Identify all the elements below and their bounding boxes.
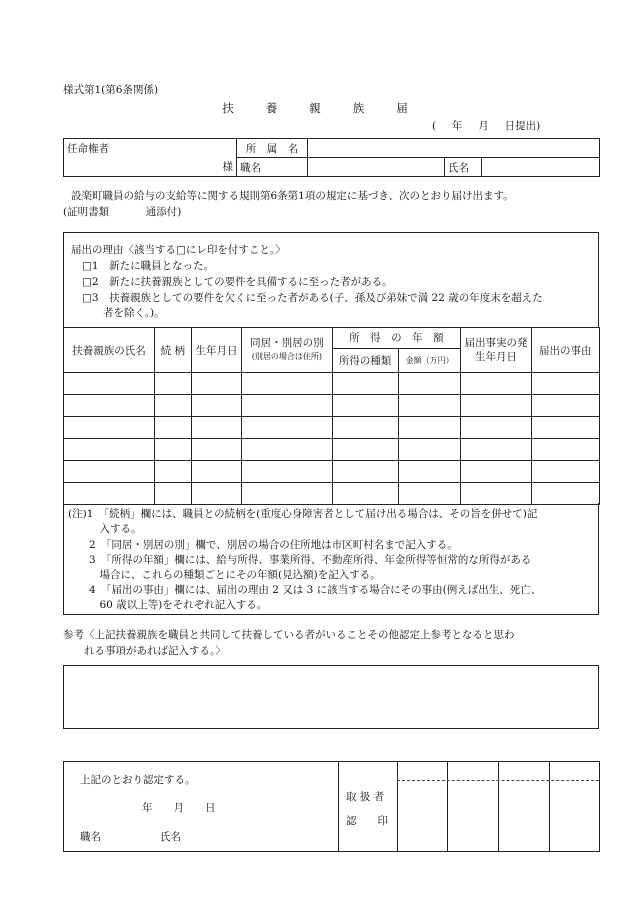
evidence-value: 通添付): [145, 206, 182, 218]
title-char: 扶: [222, 101, 234, 115]
cell[interactable]: [155, 483, 192, 505]
reference-line: れる事項があれば記入する。〉: [63, 645, 226, 657]
appointer-label: 任命権者: [64, 139, 237, 158]
table-row: [64, 373, 600, 395]
reason-box: [63, 232, 599, 328]
cell[interactable]: [242, 395, 332, 417]
table-row: [64, 483, 600, 505]
seal-label: 認 印: [346, 815, 388, 827]
col-fact-date: 届出事実の発生年月日: [461, 328, 531, 373]
title-char: 届: [396, 101, 408, 115]
cell[interactable]: [191, 373, 242, 395]
col-reason: 届出の事由: [531, 328, 599, 373]
cell[interactable]: [332, 483, 398, 505]
cell[interactable]: [64, 373, 155, 395]
col-birth: 生年月日: [191, 328, 242, 373]
name-label: 氏名: [445, 158, 482, 177]
cert-date: 年 月 日: [142, 802, 216, 814]
affiliation-field[interactable]: [308, 139, 600, 158]
cell[interactable]: [461, 395, 531, 417]
note-line: 60 歳以上等)をそれぞれ記入する。: [68, 599, 268, 611]
form-number: 様式第1(第6条関係): [63, 84, 159, 96]
cell[interactable]: [64, 483, 155, 505]
dependents-table: [63, 327, 600, 505]
position-field[interactable]: [308, 158, 445, 177]
cell[interactable]: [191, 417, 242, 439]
cell[interactable]: [191, 461, 242, 483]
cell[interactable]: [398, 461, 460, 483]
cell[interactable]: [191, 439, 242, 461]
seal-divider: [397, 780, 599, 781]
applicant-table: [63, 138, 600, 177]
cell[interactable]: [398, 439, 460, 461]
cell[interactable]: [64, 461, 155, 483]
cell[interactable]: [64, 395, 155, 417]
cell[interactable]: [398, 373, 460, 395]
col-income: 所 得 の 年 額: [332, 328, 461, 349]
cell[interactable]: [531, 417, 599, 439]
note-line: 3 「所得の年額」欄には、給与所得、事業所得、不動産所得、年金所得等恒常的な所得がある: [68, 554, 532, 566]
cell[interactable]: [531, 483, 599, 505]
cell[interactable]: [242, 439, 332, 461]
col-income-amount: 金額（万円）: [398, 348, 460, 372]
cell[interactable]: [332, 373, 398, 395]
cell[interactable]: [398, 417, 460, 439]
col-income-type: 所得の種類: [332, 348, 398, 372]
notes-box: [63, 503, 599, 615]
cell[interactable]: [242, 417, 332, 439]
residence-note: (別居の場合は住所): [251, 352, 323, 361]
cell[interactable]: [531, 395, 599, 417]
note-line: (注)1 「続柄」欄には、職員との続柄を(重度心身障害者として届け出る場合は、その旨を併せて)記: [68, 508, 538, 520]
note-line: 2 「同居・別居の別」欄で、別居の場合の住所地は市区町村名まで記入する。: [68, 539, 458, 551]
cell[interactable]: [531, 439, 599, 461]
cell[interactable]: [155, 373, 192, 395]
cell[interactable]: [398, 483, 460, 505]
intro-block: [63, 188, 603, 220]
cell[interactable]: [155, 417, 192, 439]
reason-option-3[interactable]: □3 扶養親族としての要件を欠くに至った者がある(子、孫及び弟妹で満 22 歳の年度末を超えた: [82, 292, 543, 304]
residence-heading: 同居・別居の別: [250, 337, 324, 349]
note-line: 4 「届出の事由」欄には、届出の理由 2 又は 3 に該当する場合にその事由(例えば出生、死亡、: [68, 584, 542, 596]
evidence-label: (証明書類: [63, 206, 110, 218]
cert-name-label: 氏名: [160, 831, 181, 843]
evidence-line: [63, 204, 603, 220]
note-line: 入する。: [68, 523, 142, 535]
cell[interactable]: [332, 461, 398, 483]
cell[interactable]: [242, 483, 332, 505]
cell[interactable]: [332, 417, 398, 439]
reason-title: 届出の理由〈該当する□にレ印を付すこと。〉: [71, 244, 286, 256]
cell[interactable]: [242, 461, 332, 483]
certification-box: [63, 761, 600, 852]
title-char: 親: [309, 101, 321, 115]
cert-text: 上記のとおり認定する。: [80, 774, 196, 786]
cell[interactable]: [531, 373, 599, 395]
table-row: [64, 395, 600, 417]
reference-input[interactable]: [63, 665, 599, 729]
reference-line: 参考〈上記扶養親族を職員と共同して扶養している者がいることその他認定上参考となると思わ: [63, 629, 515, 641]
name-field[interactable]: [482, 158, 600, 177]
title-char: 養: [265, 101, 278, 115]
cell[interactable]: [398, 395, 460, 417]
cell[interactable]: [332, 395, 398, 417]
table-row: [64, 439, 600, 461]
cell[interactable]: [155, 439, 192, 461]
submit-date: ( 年 月 日提出): [432, 120, 541, 132]
intro-text: 設楽町職員の給与の支給等に関する規則第6条第1項の規定に基づき、次のとおり届け出ます。: [71, 190, 514, 202]
cell[interactable]: [155, 461, 192, 483]
cell[interactable]: [461, 373, 531, 395]
table-row: [64, 417, 600, 439]
col-name: 扶養親族の氏名: [64, 328, 155, 373]
document-title: [0, 100, 630, 116]
cert-position-label: 職名: [80, 831, 101, 843]
cell[interactable]: [332, 439, 398, 461]
cell[interactable]: [461, 417, 531, 439]
cell[interactable]: [461, 439, 531, 461]
cell[interactable]: [155, 395, 192, 417]
table-row: [64, 461, 600, 483]
title-char: 族: [352, 101, 365, 115]
cell[interactable]: [461, 483, 531, 505]
seal-suffix: 様: [64, 158, 237, 177]
col-residence: [242, 328, 332, 373]
cell[interactable]: [191, 395, 242, 417]
handler-label: 取 扱 者: [346, 791, 385, 803]
cell[interactable]: [191, 483, 242, 505]
reference-text: [63, 627, 603, 659]
cell[interactable]: [531, 461, 599, 483]
note-line: 場合に、これらの種類ごとにその年額(見込額)を記入する。: [68, 569, 381, 581]
reason-option-3-cont: 者を除く。)。: [82, 307, 165, 319]
position-label: 職名: [237, 158, 308, 177]
affiliation-label: 所 属 名: [237, 139, 308, 158]
cell[interactable]: [242, 373, 332, 395]
cell[interactable]: [64, 439, 155, 461]
col-relation: 続 柄: [155, 328, 192, 373]
cell[interactable]: [64, 417, 155, 439]
cell[interactable]: [461, 461, 531, 483]
reason-option-1[interactable]: □1 新たに職員となった。: [82, 260, 215, 272]
reason-option-2[interactable]: □2 新たに扶養親族としての要件を具備するに至った者がある。: [82, 276, 393, 288]
